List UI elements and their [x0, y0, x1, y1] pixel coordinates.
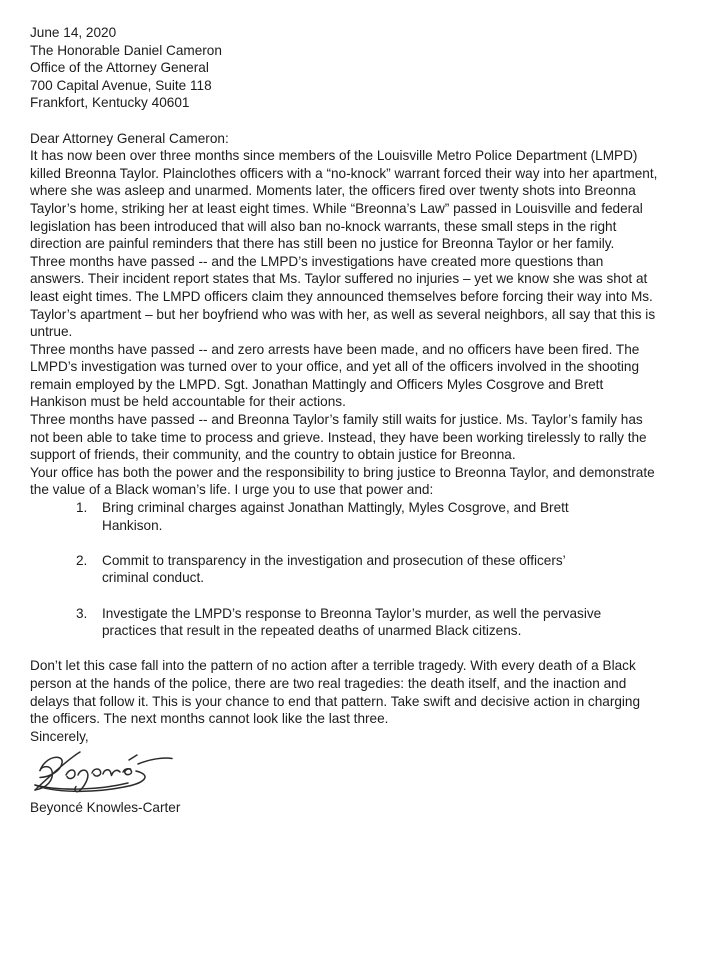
- list-item-3-text: Investigate the LMPD’s response to Breonna Taylor’s murder, as well the pervasive practices that result in the repeated deaths of unarmed Black citizens.: [102, 605, 602, 639]
- list-item-3-number: 3.: [76, 605, 88, 621]
- body-paragraph-5: Your office has both the power and the responsibility to bring justice to Breonna Taylor, and demonstrate the value of a Black woman’s life. I urge you to use that power and:: [30, 464, 655, 498]
- recipient-city: Frankfort, Kentucky 40601: [30, 95, 190, 111]
- recipient-office: Office of the Attorney General: [30, 60, 209, 76]
- recipient-address: [30, 42, 660, 112]
- letter-date: June 14, 2020: [30, 25, 117, 40]
- list-item-2: [30, 552, 660, 587]
- list-item-1: [30, 499, 660, 534]
- recipient-street: 700 Capital Avenue, Suite 118: [30, 77, 212, 93]
- closing-paragraph: Don’t let this case fall into the pattern of no action after a terrible tragedy. With every death of a Black person at the hands of the police, there are two real tragedies: the death itself, and the inaction and delays that follow it. This is your chance to end that pattern. Take swift and decisive action in charging the officers. The next months cannot look like the last three.: [30, 658, 641, 727]
- signature-svg: [26, 747, 174, 799]
- body-paragraph-4: Three months have passed -- and Breonna Taylor’s family still waits for justice. Ms. Taylor’s family has not been able to take time to process and grieve. Instead, they have been working tirelessly to rally the support of friends, their community, and the country to obtain justice for Breonna.: [30, 412, 647, 463]
- list-item-2-number: 2.: [76, 552, 88, 568]
- list-item-2-text: Commit to transparency in the investigation and prosecution of these officers’ criminal conduct.: [102, 552, 566, 586]
- recipient-name: The Honorable Daniel Cameron: [30, 42, 222, 58]
- salutation: Dear Attorney General Cameron:: [30, 130, 229, 146]
- signer-name: Beyoncé Knowles-Carter: [30, 800, 181, 816]
- body-paragraph-2: Three months have passed -- and the LMPD’s investigations have created more questions than answers. Their incident report states that Ms. Taylor suffered no injuries – yet we know she was shot at least eight times. The LMPD officers claim they announced themselves before forcing their way into Ms. Taylor’s apartment – but her boyfriend who was with her, as well as several neighbors, all say that this is untrue.: [30, 253, 656, 340]
- list-item-1-text: Bring criminal charges against Jonathan Mattingly, Myles Cosgrove, and Brett Hankison.: [102, 500, 569, 533]
- list-item-3: [30, 605, 660, 640]
- signoff: Sincerely,: [30, 728, 89, 744]
- body-paragraph-3: Three months have passed -- and zero arrests have been made, and no officers have been fired. The LMPD’s investigation was turned over to your office, and yet all of the officers involved in the shooting remain employed by the LMPD. Sgt. Jonathan Mattingly and Officers Myles Cosgrove and Brett Hankison must be held accountable for their actions.: [30, 341, 640, 410]
- demands-list: [30, 499, 660, 640]
- list-item-1-number: 1.: [76, 500, 88, 516]
- handwritten-signature: [26, 747, 660, 799]
- body-paragraph-1: It has now been over three months since members of the Louisville Metro Police Department (LMPD) killed Breonna Taylor. Plainclothes officers with a “no-knock” warrant forced their way into her apartment, where she was asleep and unarmed. Moments later, the officers fired over twenty shots into Breonna Taylor’s home, striking her at least eight times. While “Breonna’s Law” passed in Louisville and federal legislation has been introduced that will also ban no-knock warrants, these small steps in the right direction are painful reminders that there has still been no justice for Breonna Taylor or her family.: [30, 148, 658, 252]
